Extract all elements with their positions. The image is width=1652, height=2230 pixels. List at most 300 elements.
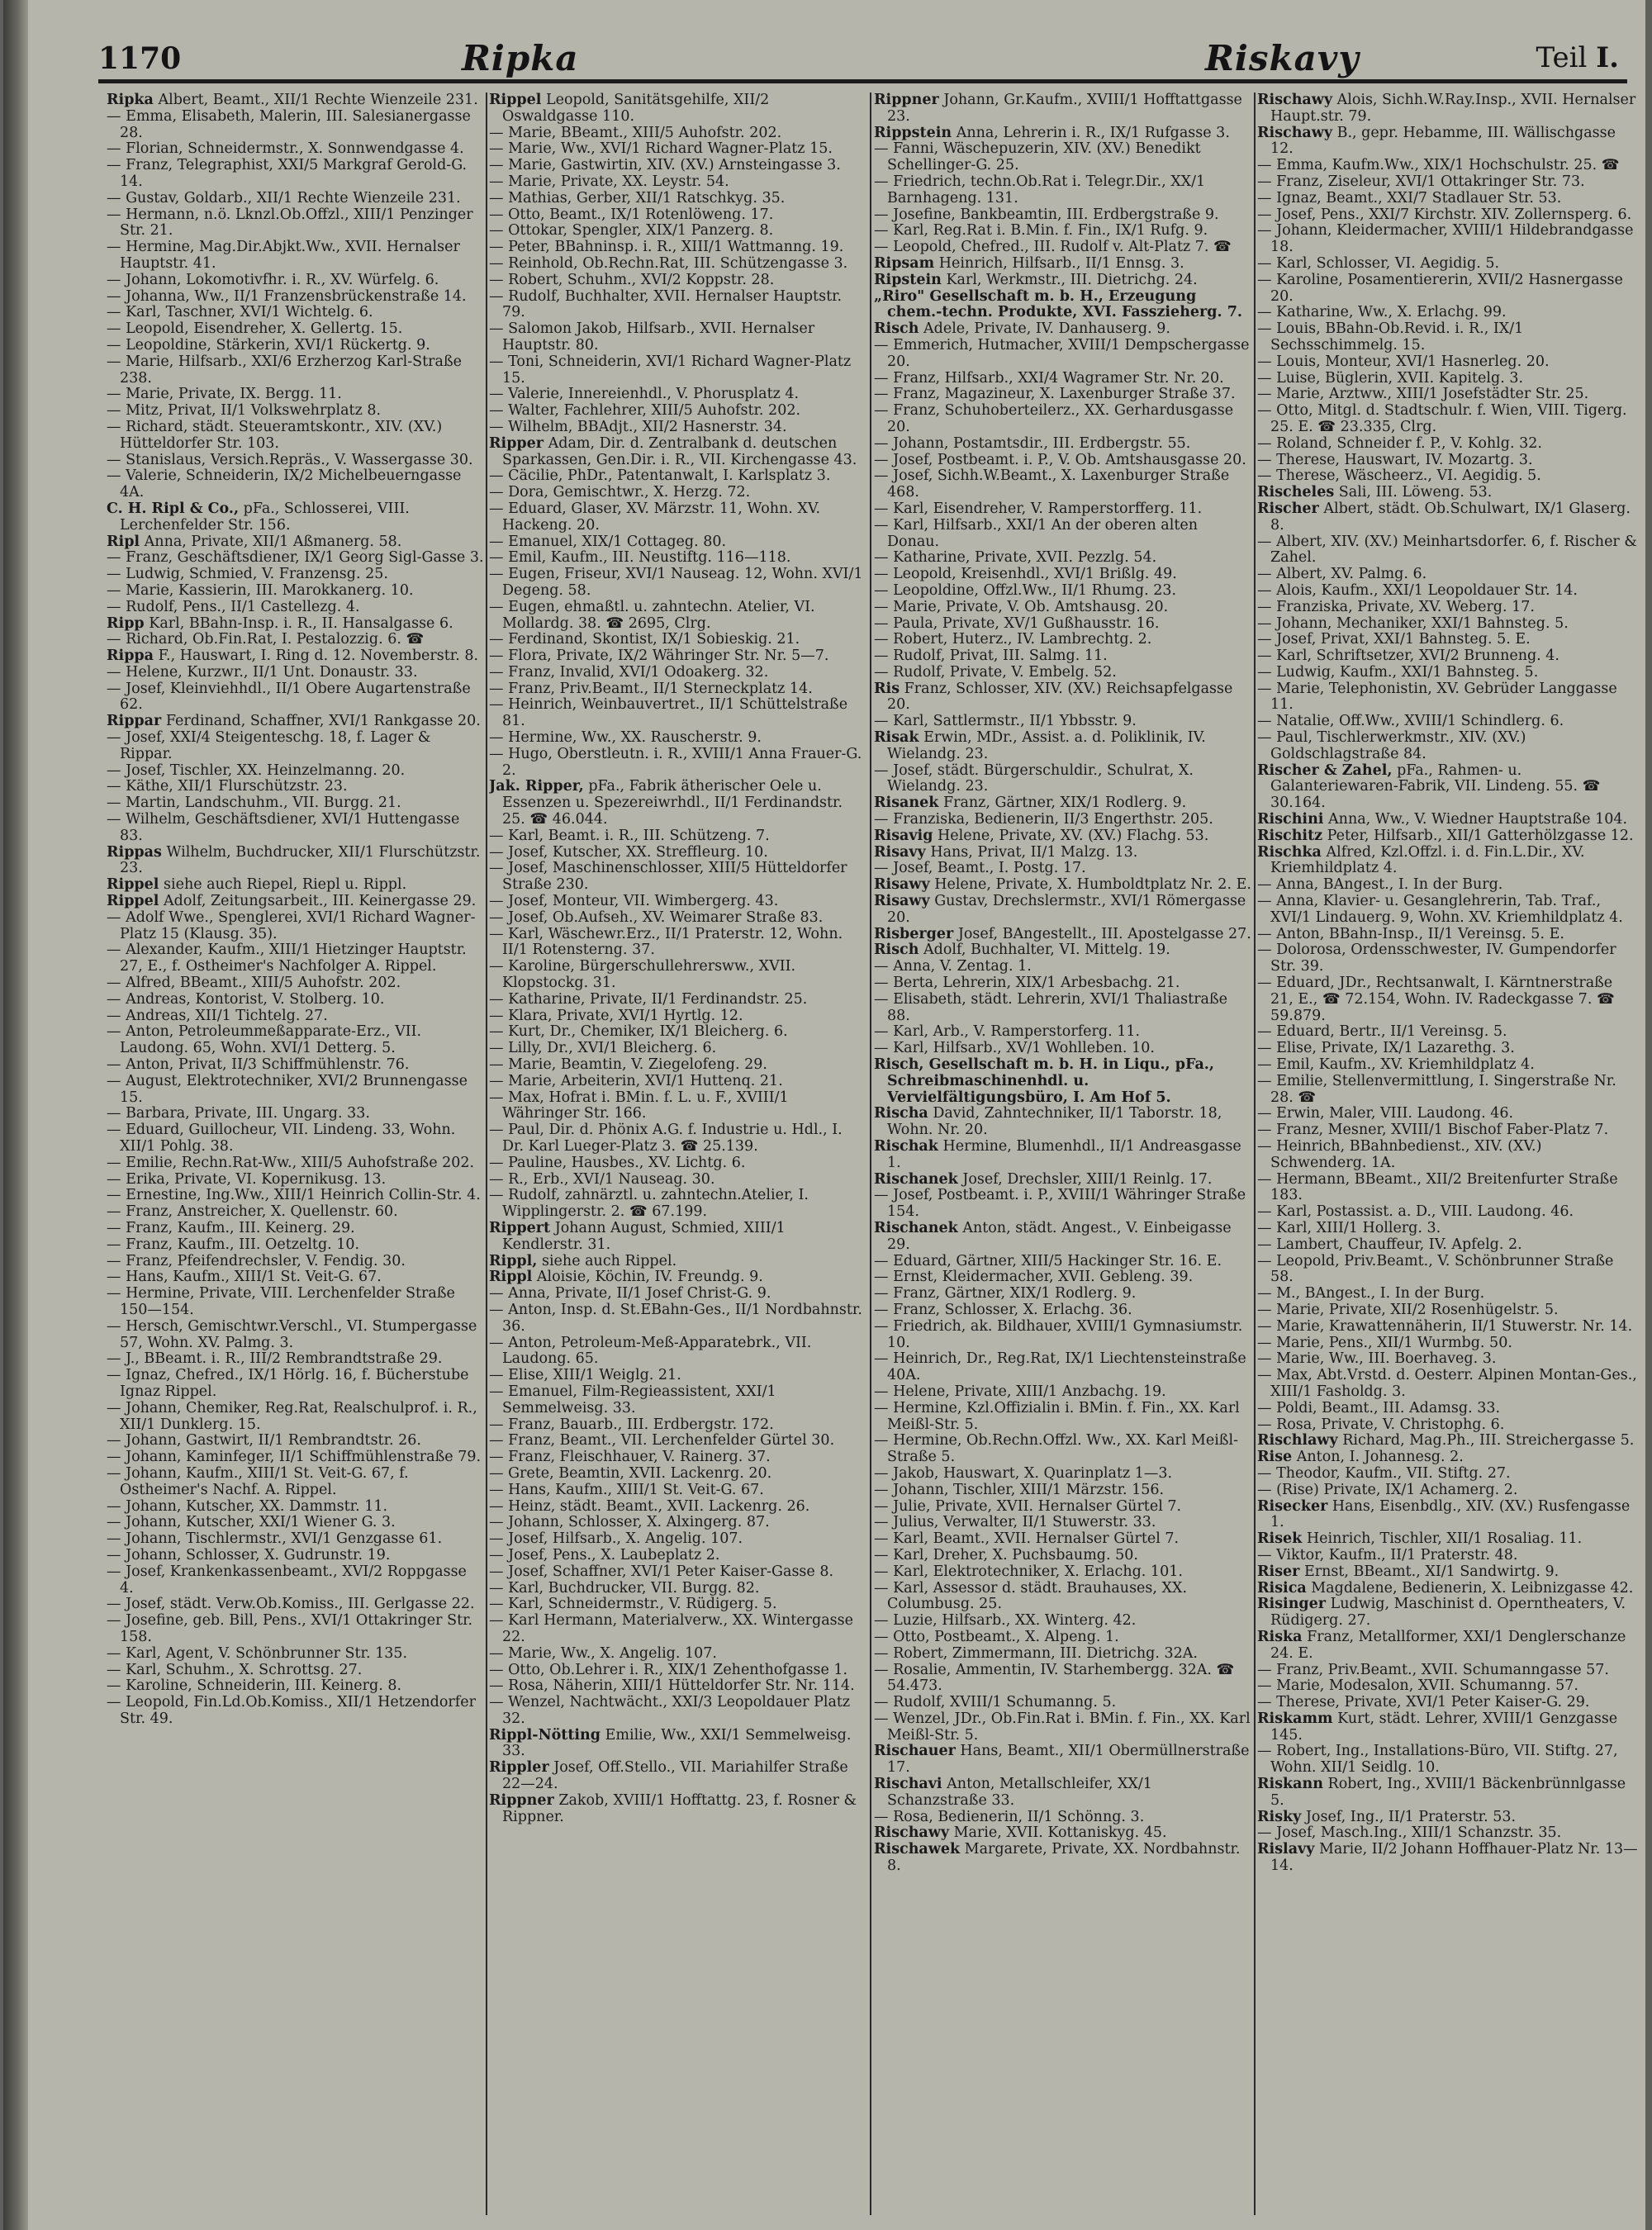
directory-entry bbox=[874, 1531, 1252, 1548]
directory-entry bbox=[107, 942, 485, 975]
directory-entry bbox=[1257, 93, 1639, 126]
directory-entry bbox=[874, 1269, 1252, 1286]
directory-entry bbox=[107, 894, 485, 910]
directory-entry bbox=[874, 1302, 1252, 1319]
directory-entry bbox=[874, 1466, 1252, 1483]
entry-details: — Karl, Hilfsarb., XV/1 Wohlleben. 10. bbox=[874, 1040, 1155, 1057]
entry-details: Heinrich, Hilfsarb., II/1 Ennsg. 3. bbox=[938, 254, 1184, 272]
entry-details: — Hermine, Private, VIII. Lerchenfelder Straße 150—154. bbox=[107, 1285, 455, 1318]
entry-details: — R., Erb., XVI/1 Nauseag. 30. bbox=[489, 1170, 715, 1188]
directory-entry bbox=[1257, 714, 1639, 730]
entry-details: — Hermine, Mag.Dir.Abjkt.Ww., XVII. Hernalser Hauptstr. 41. bbox=[107, 239, 460, 272]
directory-entry bbox=[107, 779, 485, 795]
entry-details: pFa., Fabrik ätherischer Oele u. Essenzen u. Spezereiwrhdl., II/1 Ferdinandstr. 25. ☎ 46.044. bbox=[502, 778, 843, 828]
entry-details: — Max, Hofrat i. BMin. f. L. u. F., XVIII/1 Währinger Str. 166. bbox=[489, 1089, 789, 1122]
entry-details: — Josef, Beamt., I. Postg. 17. bbox=[874, 860, 1086, 877]
entry-details: — M., BAngest., I. In der Burg. bbox=[1257, 1285, 1485, 1302]
directory-entry bbox=[107, 158, 485, 191]
directory-entry bbox=[107, 273, 485, 289]
directory-entry bbox=[107, 1237, 485, 1254]
directory-entry bbox=[874, 942, 1252, 959]
directory-entry bbox=[489, 1663, 867, 1679]
entry-details: — Johann, Tischlermstr., XVI/1 Genzgasse 61. bbox=[107, 1530, 443, 1548]
directory-entry bbox=[874, 371, 1252, 387]
directory-entry bbox=[489, 1008, 867, 1025]
directory-entry bbox=[489, 1531, 867, 1548]
directory-entry bbox=[874, 975, 1252, 992]
directory-entry bbox=[107, 1155, 485, 1172]
directory-entry bbox=[489, 1074, 867, 1090]
entry-details: — Karl, Postassist. a. D., VIII. Laudong. 46. bbox=[1257, 1203, 1574, 1221]
part-number: I. bbox=[1596, 41, 1619, 74]
directory-entry bbox=[1257, 1581, 1639, 1597]
entry-details: — Lilly, Dr., XVI/1 Bleicherg. 6. bbox=[489, 1040, 717, 1057]
directory-entry bbox=[107, 403, 485, 420]
entry-details: — Johann, Kaminfeger, II/1 Schiffmühlenstraße 79. bbox=[107, 1449, 482, 1466]
entry-details: — Karl, XIII/1 Hollerg. 3. bbox=[1257, 1219, 1441, 1236]
entry-details: — Walter, Fachlehrer, XIII/5 Auhofstr. 202. bbox=[489, 402, 801, 420]
entry-details: — Poldi, Beamt., III. Adamsg. 33. bbox=[1257, 1399, 1501, 1416]
directory-entry bbox=[489, 1172, 867, 1189]
directory-entry bbox=[489, 828, 867, 845]
entry-details: — Ludwig, Kaufm., XXI/1 Bahnsteg. 5. bbox=[1257, 663, 1539, 681]
entry-details: Robert, Ing., XVIII/1 Bäckenbrünnlgasse 5. bbox=[1270, 1776, 1626, 1809]
entry-details: Alfred, Kzl.Offzl. i. d. Fin.L.Dir., XV. Kriemhildplatz 4. bbox=[1270, 843, 1585, 877]
directory-entry bbox=[107, 1074, 485, 1107]
directory-entry bbox=[1257, 1139, 1639, 1172]
entry-details: — Toni, Schneiderin, XVI/1 Richard Wagner-Platz 15. bbox=[489, 353, 852, 387]
entry-surname: Rischa bbox=[874, 1105, 928, 1122]
directory-entry bbox=[107, 1172, 485, 1189]
entry-details: — Robert, Ing., Installations-Büro, VII. Stiftg. 27, Wohn. XII/1 Seidlg. 10. bbox=[1257, 1743, 1618, 1777]
directory-entry bbox=[107, 93, 485, 109]
entry-surname: Rischawy bbox=[1257, 124, 1332, 141]
directory-entry bbox=[874, 1384, 1252, 1401]
directory-entry bbox=[489, 321, 867, 354]
directory-entry bbox=[107, 468, 485, 501]
directory-entry bbox=[489, 959, 867, 992]
directory-entry bbox=[107, 1319, 485, 1352]
directory-entry bbox=[1257, 1842, 1639, 1875]
directory-entry bbox=[107, 305, 485, 321]
entry-details: — Heinrich, BBahnbedienst., XIV. (XV.) Schwenderg. 1A. bbox=[1257, 1138, 1542, 1171]
entry-details: — Franziska, Private, XV. Weberg. 17. bbox=[1257, 598, 1535, 615]
entry-details: — Franz, Beamt., VII. Lerchenfelder Gürtel 30. bbox=[489, 1432, 835, 1450]
directory-entry bbox=[1257, 1450, 1639, 1466]
entry-details: Adolf, Buchhalter, VI. Mittelg. 19. bbox=[923, 942, 1170, 959]
directory-entry bbox=[1257, 1695, 1639, 1711]
entry-details: — Leopold, Eisendreher, X. Gellertg. 15. bbox=[107, 320, 403, 338]
entry-details: Emilie, Ww., XXI/1 Semmelweisg. 33. bbox=[502, 1726, 852, 1760]
directory-entry bbox=[874, 518, 1252, 551]
entry-details: — Anna, Klavier- u. Gesanglehrerin, Tab. Traf., XVI/1 Lindauerg. 9, Wohn. XV. Kriemhildplatz 4. bbox=[1257, 893, 1623, 926]
directory-entry bbox=[1257, 1597, 1639, 1630]
entry-surname: Rischawek bbox=[874, 1841, 961, 1858]
entry-surname: Ripsam bbox=[874, 254, 935, 272]
directory-entry bbox=[874, 1564, 1252, 1581]
entry-details: — Emanuel, Film-Regieassistent, XXI/1 Semmelweisg. 33. bbox=[489, 1383, 776, 1416]
directory-entry bbox=[107, 1122, 485, 1155]
directory-entry bbox=[1257, 1074, 1639, 1107]
directory-entry bbox=[489, 567, 867, 600]
directory-entry bbox=[874, 1810, 1252, 1826]
directory-entry bbox=[489, 1483, 867, 1499]
entry-details: Adele, Private, IV. Danhauserg. 9. bbox=[923, 320, 1170, 338]
column-divider bbox=[870, 93, 871, 2215]
directory-entry bbox=[1257, 763, 1639, 812]
directory-column-2 bbox=[489, 93, 867, 2215]
directory-entry bbox=[1257, 1810, 1639, 1826]
entry-details: — Leopold, Kreisenhdl., XVI/1 Brißlg. 49. bbox=[874, 566, 1177, 583]
directory-entry bbox=[489, 1024, 867, 1041]
entry-details: Franz, Schlosser, XIV. (XV.) Reichsapfelgasse 20. bbox=[887, 680, 1233, 714]
entry-surname: Ris bbox=[874, 680, 900, 697]
directory-entry bbox=[107, 1678, 485, 1695]
entry-details: — Reinhold, Ob.Rechn.Rat, III. Schützengasse 3. bbox=[489, 254, 848, 272]
entry-surname: Rippel bbox=[489, 93, 542, 108]
entry-details: — Eduard, Glaser, XV. Märzstr. 11, Wohn. XV. Hackeng. 20. bbox=[489, 500, 821, 534]
entry-details: — Josef, Maschinenschlosser, XIII/5 Hütteldorfer Straße 230. bbox=[489, 860, 847, 894]
directory-entry bbox=[1257, 1106, 1639, 1122]
entry-details: — Karl, Dreher, X. Puchsbaumg. 50. bbox=[874, 1546, 1138, 1563]
directory-entry bbox=[107, 845, 485, 878]
directory-entry bbox=[874, 583, 1252, 600]
entry-details: — Paul, Tischlerwerkmstr., XIV. (XV.) Goldschlagstraße 84. bbox=[1257, 729, 1526, 762]
directory-entry bbox=[874, 616, 1252, 633]
directory-entry bbox=[489, 240, 867, 256]
entry-details: — Franz, Priv.Beamt., II/1 Sterneckplatz 14. bbox=[489, 680, 813, 697]
directory-entry bbox=[107, 616, 485, 633]
directory-entry bbox=[489, 665, 867, 681]
entry-details: — Emil, Kaufm., XV. Kriemhildplatz 4. bbox=[1257, 1056, 1535, 1074]
entry-details: — Karl, Hilfsarb., XXI/1 An der oberen alten Donau. bbox=[874, 516, 1198, 550]
directory-entry bbox=[874, 207, 1252, 224]
directory-entry bbox=[874, 501, 1252, 518]
column-divider bbox=[1254, 93, 1256, 2215]
directory-entry bbox=[1257, 1237, 1639, 1254]
entry-details: — Valerie, Innereienhdl., V. Phorusplatz 4. bbox=[489, 386, 800, 403]
entry-details: — Johann, Schlosser, X. Alxingerg. 87. bbox=[489, 1514, 770, 1531]
entry-details: Franz, Metallformer, XXI/1 Denglerschanze 24. E. bbox=[1270, 1628, 1626, 1662]
directory-entry bbox=[1257, 812, 1639, 828]
directory-entry bbox=[1257, 632, 1639, 648]
entry-details: — Otto, Mitgl. d. Stadtschulr. f. Wien, VIII. Tigerg. 25. E. ☎ 23.335, Clrg. bbox=[1257, 402, 1627, 435]
directory-entry bbox=[874, 1139, 1252, 1172]
entry-details: — Marie, Private, XII/2 Rosenhügelstr. 5. bbox=[1257, 1301, 1559, 1318]
entry-details: Anton, Metallschleifer, XX/1 Schanzstraße 33. bbox=[887, 1776, 1152, 1809]
entry-surname: Risawy bbox=[874, 876, 930, 894]
directory-entry bbox=[874, 1711, 1252, 1744]
entry-details: — Heinrich, Dr., Reg.Rat, IX/1 Liechtensteinstraße 40A. bbox=[874, 1350, 1246, 1384]
entry-details: — Hans, Kaufm., XIII/1 St. Veit-G. 67. bbox=[489, 1481, 764, 1498]
entry-details: — Josef, städt. Verw.Ob.Komiss., III. Gerlgasse 22. bbox=[107, 1596, 475, 1613]
directory-entry bbox=[489, 354, 867, 387]
directory-entry bbox=[1257, 845, 1639, 878]
directory-entry bbox=[107, 1254, 485, 1270]
entry-details: Kurt, städt. Lehrer, XVIII/1 Genzgasse 145. bbox=[1270, 1710, 1618, 1744]
entry-details: Franz, Gärtner, XIX/1 Rodlerg. 9. bbox=[942, 795, 1187, 812]
directory-entry bbox=[874, 1041, 1252, 1057]
entry-details: Josef, Drechsler, XIII/1 Reinlg. 17. bbox=[962, 1170, 1213, 1188]
directory-entry bbox=[1257, 1122, 1639, 1139]
entry-details: Zakob, XVIII/1 Hofftattg. 23, f. Rosner & Rippner. bbox=[502, 1791, 857, 1825]
entry-details: Hans, Privat, II/1 Malzg. 13. bbox=[930, 843, 1138, 861]
entry-details: Johann August, Schmied, XIII/1 Kendlerstr. 31. bbox=[502, 1219, 786, 1253]
entry-details: — Max, Abt.Vrstd. d. Oesterr. Alpinen Montan-Ges., XIII/1 Fasholdg. 3. bbox=[1257, 1367, 1637, 1400]
entry-surname: Rischawy bbox=[1257, 93, 1332, 108]
directory-entry bbox=[107, 354, 485, 387]
entry-details: — Franz, Kaufm., III. Oetzeltg. 10. bbox=[107, 1236, 360, 1253]
entry-surname: Rippert bbox=[489, 1219, 551, 1236]
directory-entry bbox=[874, 861, 1252, 877]
entry-details: — Natalie, Off.Ww., XVIII/1 Schindlerg. 6. bbox=[1257, 713, 1564, 730]
directory-entry bbox=[874, 1483, 1252, 1499]
entry-details: — Franz, Mesner, XVIII/1 Bischof Faber-Platz 7. bbox=[1257, 1122, 1609, 1139]
entry-surname: Ripstein bbox=[874, 271, 942, 288]
directory-entry bbox=[489, 1122, 867, 1155]
directory-entry bbox=[1257, 1663, 1639, 1679]
directory-entry bbox=[1257, 567, 1639, 583]
directory-entry bbox=[489, 861, 867, 894]
entry-surname: Rischauer bbox=[874, 1743, 956, 1760]
directory-entry bbox=[107, 910, 485, 943]
entry-details: — Marie, Beamtin, V. Ziegelofeng. 29. bbox=[489, 1056, 767, 1074]
directory-column-3 bbox=[874, 93, 1252, 2215]
entry-details: B., gepr. Hebamme, III. Wällischgasse 12. bbox=[1270, 124, 1616, 158]
entry-details: — Rudolf, zahnärztl. u. zahntechn.Atelier, I. Wipplingerstr. 2. ☎ 67.199. bbox=[489, 1187, 809, 1221]
directory-entry bbox=[489, 174, 867, 191]
entry-details: — Julie, Private, XVII. Hernalser Gürtel 7. bbox=[874, 1497, 1182, 1515]
entry-details: — Valerie, Schneiderin, IX/2 Michelbeuerngasse 4A. bbox=[107, 467, 462, 501]
directory-entry bbox=[874, 240, 1252, 256]
directory-entry bbox=[1257, 1564, 1639, 1581]
entry-details: — Therese, Private, XVI/1 Peter Kaiser-G. 29. bbox=[1257, 1694, 1590, 1711]
directory-entry bbox=[489, 273, 867, 289]
entry-surname: Ripl bbox=[107, 533, 140, 550]
directory-entry bbox=[107, 714, 485, 730]
entry-details: — Käthe, XII/1 Flurschützstr. 23. bbox=[107, 778, 348, 795]
directory-entry bbox=[874, 1106, 1252, 1139]
entry-surname: Risavy bbox=[874, 843, 926, 861]
entry-details: — Heinz, städt. Beamt., XVII. Lackenrg. 26. bbox=[489, 1497, 810, 1515]
entry-details: — August, Elektrotechniker, XVI/2 Brunnengasse 15. bbox=[107, 1072, 468, 1106]
directory-entry bbox=[489, 191, 867, 207]
directory-entry bbox=[874, 1172, 1252, 1189]
entry-details: — Eugen, ehmaßtl. u. zahntechn. Atelier, VI. Mollardg. 38. ☎ 2695, Clrg. bbox=[489, 598, 815, 632]
entry-details: — Otto, Ob.Lehrer i. R., XIX/1 Zehenthofgasse 1. bbox=[489, 1661, 848, 1678]
entry-details: — Anton, Insp. d. St.EBahn-Ges., II/1 Nordbahnstr. 36. bbox=[489, 1301, 862, 1335]
entry-details: Adolf, Zeitungsarbeit., III. Keinergasse 29. bbox=[164, 893, 477, 910]
entry-details: — Roland, Schneider f. P., V. Kohlg. 32. bbox=[1257, 434, 1542, 452]
directory-entry bbox=[874, 468, 1252, 501]
entry-details: — Karl, Schneidermstr., V. Rüdigerg. 5. bbox=[489, 1596, 777, 1613]
entry-details: — Emmerich, Hutmacher, XVIII/1 Dempschergasse 20. bbox=[874, 336, 1250, 370]
directory-entry bbox=[1257, 1172, 1639, 1205]
entry-surname: Rischak bbox=[874, 1138, 938, 1155]
entry-surname: Ripp bbox=[107, 614, 145, 632]
entry-surname: Riska bbox=[1257, 1628, 1303, 1645]
directory-entry bbox=[107, 501, 485, 534]
directory-entry bbox=[1257, 387, 1639, 403]
entry-details: Hermine, Blumenhdl., II/1 Andreasgasse 1. bbox=[887, 1138, 1241, 1171]
directory-entry bbox=[1257, 354, 1639, 371]
entry-details: — Anton, Petroleummeßapparate-Erz., VII. Laudong. 65, Wohn. XVI/1 Detterg. 5. bbox=[107, 1023, 422, 1057]
directory-entry bbox=[489, 1433, 867, 1450]
entry-surname: Rippner bbox=[489, 1791, 554, 1809]
entry-details: — Elise, Private, IX/1 Lazarethg. 3. bbox=[1257, 1040, 1515, 1057]
entry-details: — Franz, Schuhoberteilerz., XX. Gerhardusgasse 20. bbox=[874, 402, 1234, 435]
entry-details: Peter, Hilfsarb., XII/1 Gatterhölzgasse 12. bbox=[1327, 827, 1634, 844]
entry-details: — Johann, Schlosser, X. Gudrunstr. 19. bbox=[107, 1546, 391, 1563]
directory-entry bbox=[489, 93, 867, 126]
entry-details: Adam, Dir. d. Zentralbank d. deutschen Sparkassen, Gen.Dir. i. R., VII. Kirchengasse 43. bbox=[502, 434, 857, 468]
directory-entry bbox=[874, 403, 1252, 436]
directory-entry bbox=[874, 795, 1252, 812]
entry-details: — Josef, Pens., XXI/7 Kirchstr. XIV. Zollernsperg. 6. bbox=[1257, 206, 1632, 223]
directory-entry bbox=[874, 1630, 1252, 1646]
directory-entry bbox=[1257, 894, 1639, 927]
directory-entry bbox=[874, 93, 1252, 126]
directory-entry bbox=[1257, 126, 1639, 159]
directory-entry bbox=[489, 158, 867, 174]
entry-details: — Berta, Lehrerin, XIX/1 Arbesbachg. 21. bbox=[874, 975, 1180, 992]
directory-entry bbox=[107, 1597, 485, 1613]
entry-details: Anton, I. Johannesg. 2. bbox=[1296, 1449, 1464, 1466]
entry-details: — Franz, Priv.Beamt., XVII. Schumanngasse 57. bbox=[1257, 1661, 1609, 1678]
entry-surname: Rischeles bbox=[1257, 484, 1335, 501]
directory-entry bbox=[107, 992, 485, 1008]
entry-details: Josef, BAngestellt., III. Apostelgasse 27. bbox=[957, 925, 1251, 942]
entry-details: — Marie, Ww., X. Angelig. 107. bbox=[489, 1644, 717, 1662]
directory-entry bbox=[1257, 1286, 1639, 1302]
directory-entry bbox=[874, 1221, 1252, 1254]
directory-entry bbox=[107, 1450, 485, 1466]
entry-details: Johann, Gr.Kaufm., XVIII/1 Hofftattgasse 23. bbox=[887, 93, 1242, 125]
entry-details: — Ernst, Kleidermacher, XVII. Gebleng. 39. bbox=[874, 1269, 1194, 1286]
entry-surname: Risanek bbox=[874, 795, 939, 812]
entry-details: — Richard, Ob.Fin.Rat, I. Pestalozzig. 6. ☎ bbox=[107, 631, 425, 648]
directory-entry bbox=[489, 1466, 867, 1483]
directory-entry bbox=[489, 1678, 867, 1695]
entry-details: — Therese, Wäscheerz., VI. Aegidig. 5. bbox=[1257, 467, 1541, 485]
directory-entry bbox=[874, 894, 1252, 927]
directory-entry bbox=[1257, 1433, 1639, 1450]
directory-entry bbox=[1257, 1204, 1639, 1221]
entry-details: — Rudolf, Pens., II/1 Castellezg. 4. bbox=[107, 598, 360, 615]
directory-entry bbox=[107, 1368, 485, 1401]
directory-entry bbox=[107, 1499, 485, 1516]
directory-entry bbox=[107, 1221, 485, 1237]
entry-details: Leopold, Sanitätsgehilfe, XII/2 Oswaldgasse 110. bbox=[502, 93, 770, 125]
directory-entry bbox=[489, 141, 867, 158]
directory-entry bbox=[489, 1499, 867, 1516]
entry-details: — Josef, Kutscher, XX. Streffleurg. 10. bbox=[489, 843, 768, 861]
entry-details: — Mitz, Privat, II/1 Volkswehrplatz 8. bbox=[107, 402, 382, 420]
entry-details: — Marie, Ww., III. Boerhaveg. 3. bbox=[1257, 1350, 1497, 1368]
entry-details: — Alexander, Kaufm., XIII/1 Hietzinger Hauptstr. 27, E., f. Ostheimer's Nachfolger A. Rippel. bbox=[107, 942, 467, 975]
directory-entry bbox=[1257, 1417, 1639, 1434]
directory-entry bbox=[107, 141, 485, 158]
entry-surname: Rippl bbox=[489, 1269, 533, 1286]
entry-details: — Hermine, Ob.Rechn.Offzl. Ww., XX. Karl Meißl-Straße 5. bbox=[874, 1432, 1238, 1466]
directory-entry bbox=[107, 1204, 485, 1221]
entry-details: — Katharine, Private, XVII. Pezzlg. 54. bbox=[874, 549, 1157, 567]
directory-entry bbox=[107, 600, 485, 616]
directory-entry bbox=[1257, 1351, 1639, 1368]
directory-entry bbox=[107, 1613, 485, 1646]
entry-details: — Josef, städt. Bürgerschuldir., Schulrat, X. Wielandg. 23. bbox=[874, 762, 1194, 795]
entry-details: — Karl Hermann, Materialverw., XX. Wintergasse 22. bbox=[489, 1612, 854, 1645]
header-rule bbox=[98, 79, 1627, 83]
directory-entry bbox=[1257, 1368, 1639, 1401]
directory-entry bbox=[1257, 942, 1639, 975]
entry-details: Karl, BBahn-Insp. i. R., II. Hansalgasse 6. bbox=[149, 614, 453, 632]
entry-details: — Emma, Kaufm.Ww., XIX/1 Hochschulstr. 25. ☎ bbox=[1257, 157, 1620, 174]
entry-details: — Emilie, Stellenvermittlung, I. Singerstraße Nr. 28. ☎ bbox=[1257, 1072, 1616, 1106]
entry-details: — Karl, Taschner, XVI/1 Wichtelg. 6. bbox=[107, 304, 373, 321]
directory-entry bbox=[489, 1450, 867, 1466]
entry-surname: Riskamm bbox=[1257, 1710, 1333, 1727]
entry-details: — (Rise) Private, IX/1 Achamerg. 2. bbox=[1257, 1481, 1518, 1498]
directory-entry bbox=[874, 436, 1252, 453]
directory-entry bbox=[874, 1499, 1252, 1516]
directory-entry bbox=[1257, 1024, 1639, 1041]
directory-entry bbox=[107, 1106, 485, 1122]
entry-details: — Marie, Gastwirtin, XIV. (XV.) Arnsteingasse 3. bbox=[489, 157, 841, 174]
entry-details: — Barbara, Private, III. Ungarg. 33. bbox=[107, 1105, 370, 1122]
directory-entry bbox=[1257, 1466, 1639, 1483]
directory-entry bbox=[874, 992, 1252, 1025]
directory-entry bbox=[489, 1548, 867, 1564]
directory-entry bbox=[107, 648, 485, 665]
directory-entry bbox=[489, 1041, 867, 1057]
entry-details: — Marie, Private, V. Ob. Amtshausg. 20. bbox=[874, 598, 1169, 615]
entry-details: — Franziska, Bedienerin, II/3 Engerthstr. 205. bbox=[874, 811, 1213, 828]
directory-entry bbox=[489, 126, 867, 142]
entry-details: — Robert, Zimmermann, III. Dietrichg. 32A. bbox=[874, 1644, 1198, 1662]
entry-details: XVI. Fasszieherg. 7. bbox=[1082, 304, 1242, 321]
entry-details: — Ignaz, Beamt., XXI/7 Stadlauer Str. 53. bbox=[1257, 189, 1562, 206]
directory-entry bbox=[107, 1286, 485, 1319]
entry-details: — Anna, Private, II/1 Josef Christ-G. 9. bbox=[489, 1285, 771, 1302]
entry-details: — Emma, Elisabeth, Malerin, III. Salesianergasse 28. bbox=[107, 107, 471, 141]
entry-details: Helene, Private, XV. (XV.) Flachg. 53. bbox=[938, 827, 1209, 844]
entry-details: Anna, Lehrerin i. R., IX/1 Rufgasse 3. bbox=[956, 124, 1230, 141]
entry-details: — Josef, XXI/4 Steigenteschg. 18, f. Lager & Rippar. bbox=[107, 729, 431, 762]
entry-details: — Marie, Pens., XII/1 Wurmbg. 50. bbox=[1257, 1334, 1512, 1351]
directory-entry bbox=[107, 1351, 485, 1368]
directory-entry bbox=[107, 665, 485, 681]
column-divider bbox=[486, 93, 487, 2215]
entry-details: Karl, Werkmstr., III. Dietrichg. 24. bbox=[946, 271, 1198, 288]
entry-details: — Franz, Hilfsarb., XXI/4 Wagramer Str. Nr. 20. bbox=[874, 369, 1224, 387]
entry-details: Heinrich, Tischler, XII/1 Rosaliag. 11. bbox=[1306, 1530, 1583, 1548]
directory-entry bbox=[1257, 1630, 1639, 1663]
entry-details: — Johann, Mechaniker, XXI/1 Bahnsteg. 5. bbox=[1257, 614, 1569, 632]
entry-details: Margarete, Private, XX. Nordbahnstr. 8. bbox=[887, 1841, 1241, 1875]
directory-entry bbox=[1257, 681, 1639, 714]
entry-details: — Josef, Sichh.W.Beamt., X. Laxenburger Straße 468. bbox=[874, 467, 1230, 501]
directory-entry bbox=[107, 1515, 485, 1531]
directory-entry bbox=[874, 681, 1252, 714]
entry-surname: Rischer & Zahel, bbox=[1257, 762, 1393, 779]
entry-surname: Risch, Gesellschaft m. b. H. in Liqu., bbox=[874, 1056, 1170, 1074]
entry-details: pFa., Schlosserei, VIII. Lerchenfelder Str. 156. bbox=[120, 500, 410, 534]
directory-entry bbox=[1257, 616, 1639, 633]
entry-surname: Risawy bbox=[874, 893, 930, 910]
entry-details: — Fanni, Wäschepuzerin, XIV. (XV.) Benedikt Schellinger-G. 25. bbox=[874, 140, 1201, 174]
entry-details: Albert, Beamt., XII/1 Rechte Wienzeile 231. bbox=[158, 93, 478, 108]
